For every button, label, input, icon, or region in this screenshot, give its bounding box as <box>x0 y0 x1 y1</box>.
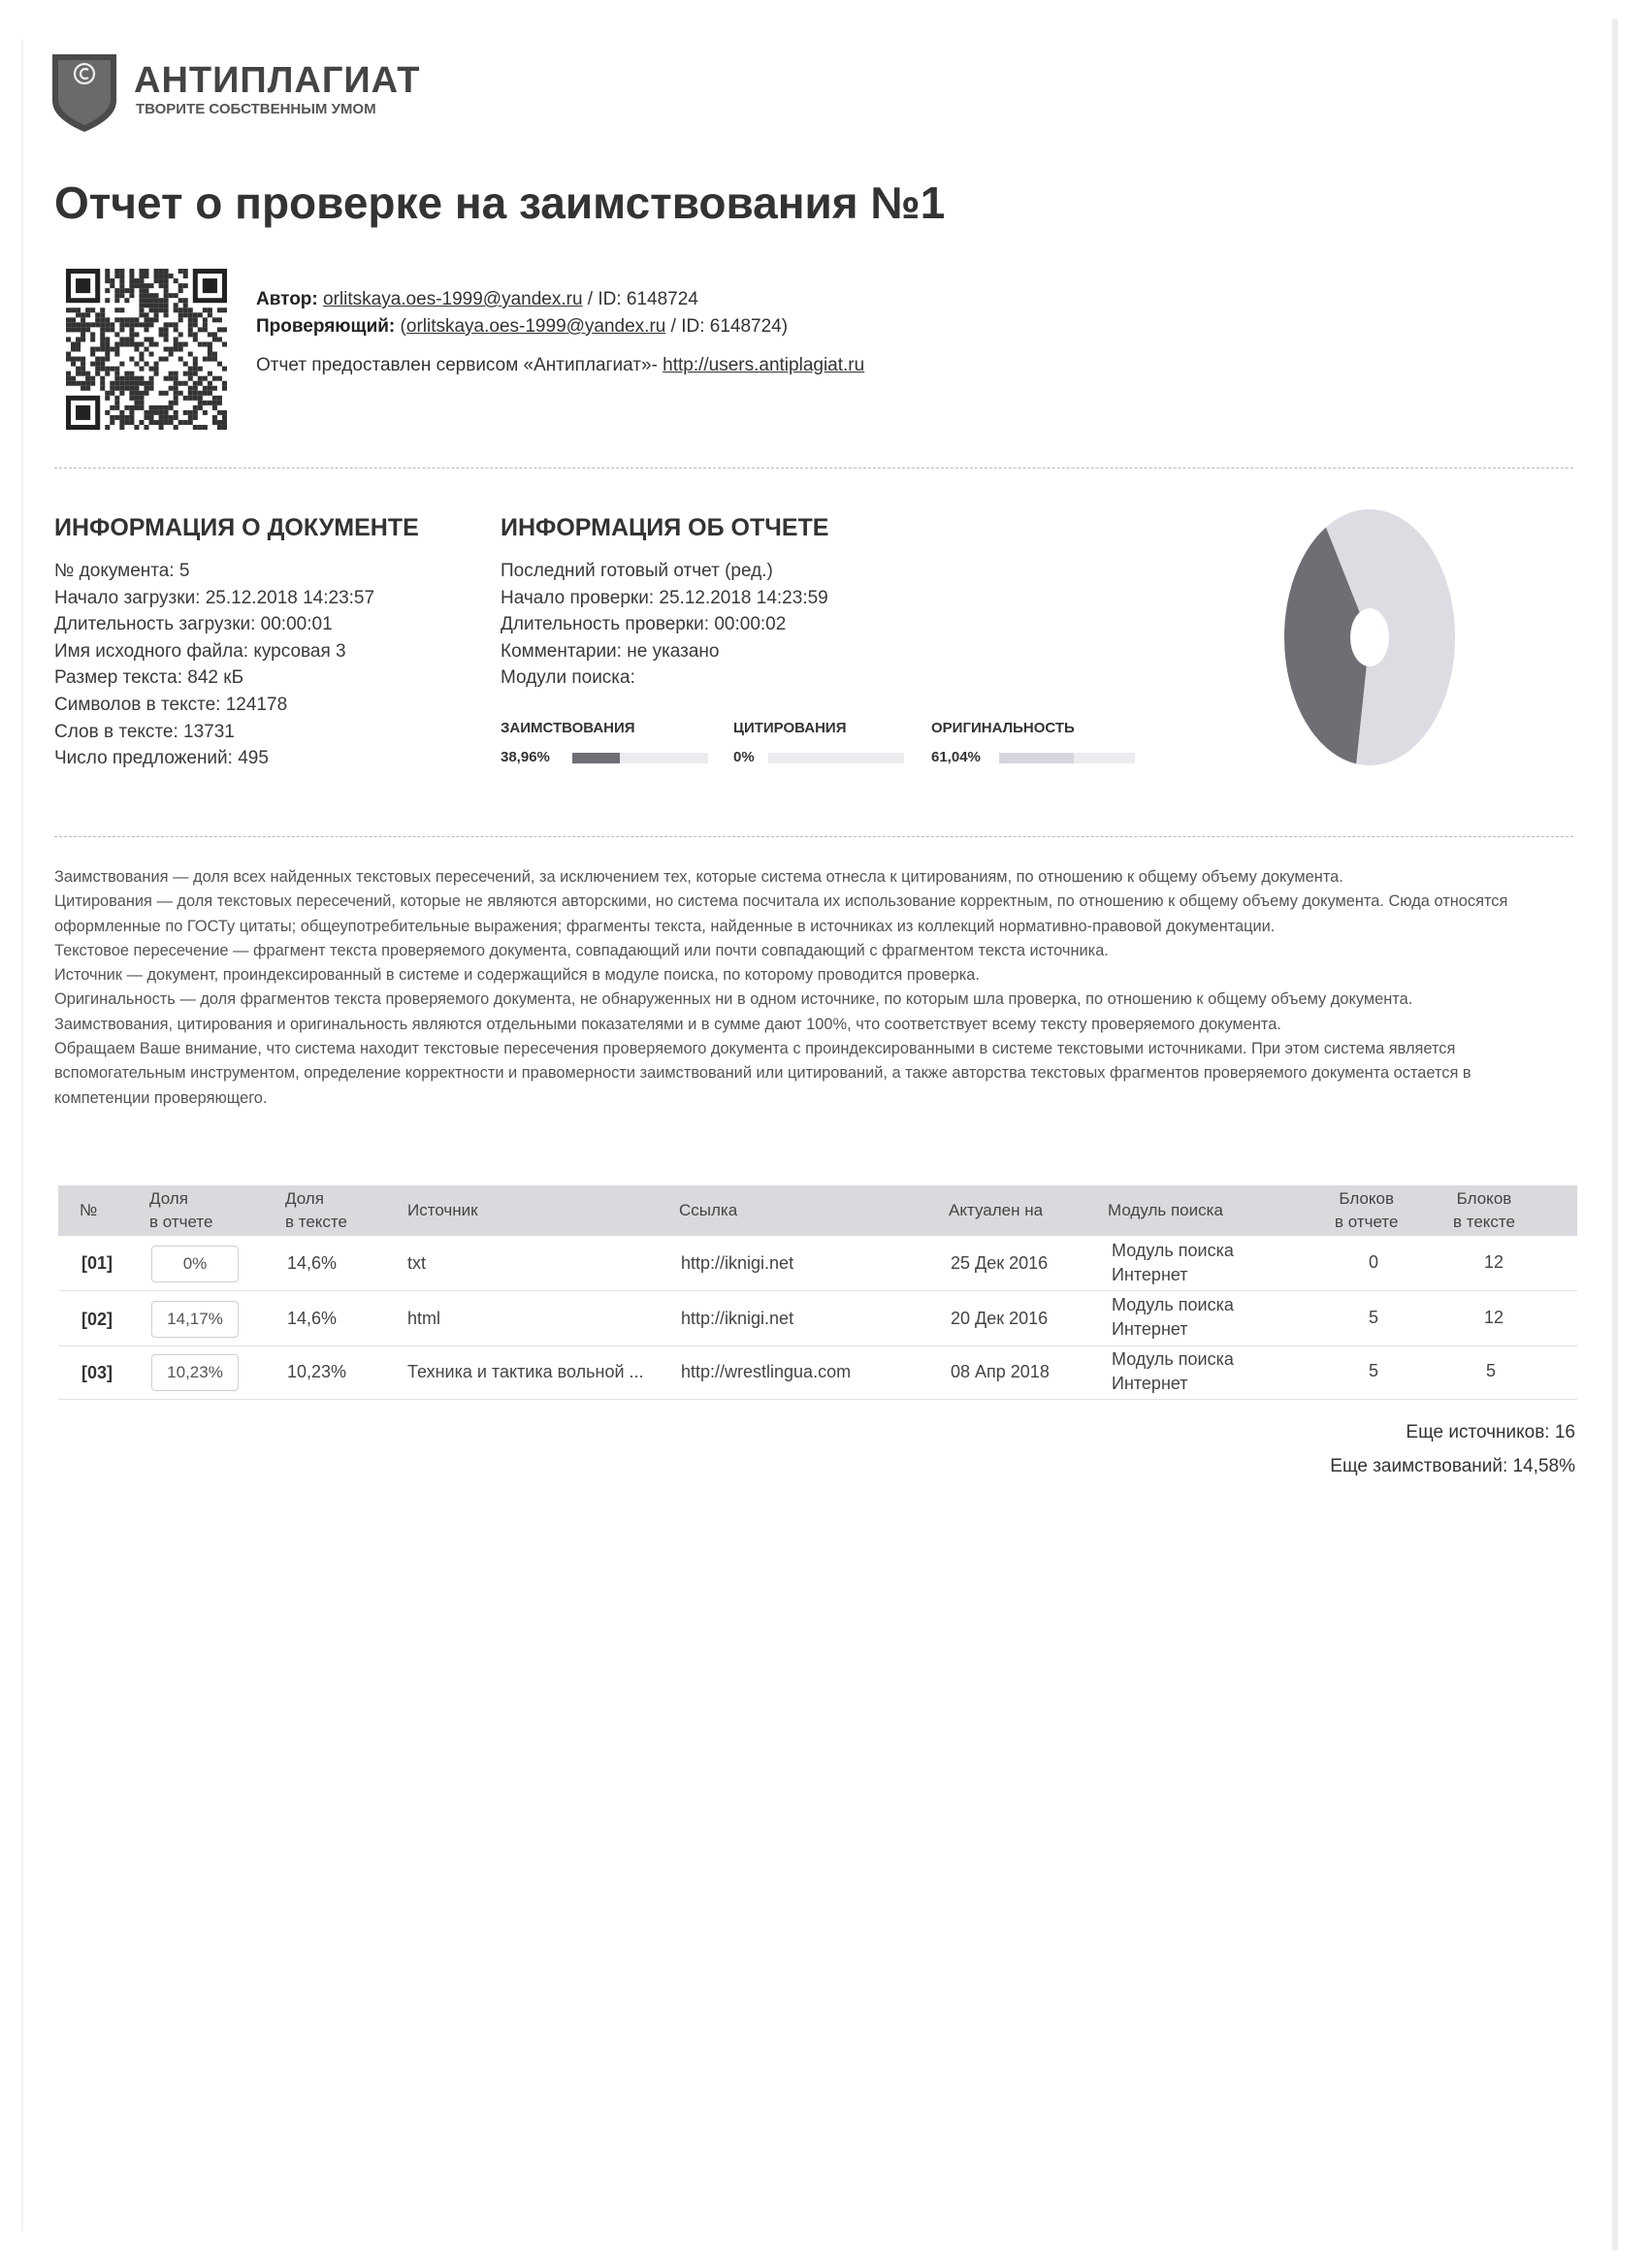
share-text: 14,6% <box>287 1253 338 1273</box>
share-report-field[interactable]: 14,17% <box>151 1301 239 1338</box>
stat-bar-borrowings <box>572 753 708 763</box>
report-info-list <box>501 558 828 692</box>
doc-info-line: Имя исходного файла: курсовая 3 <box>54 640 346 662</box>
report-info-line: Комментарии: не указано <box>501 640 720 662</box>
search-module: Модуль поиска Интернет <box>1112 1241 1234 1284</box>
qr-code <box>66 268 227 431</box>
stat-value-originality: 61,04% <box>931 749 981 765</box>
author-label: Автор: <box>256 289 318 309</box>
th-module: Модуль поиска <box>1108 1201 1223 1219</box>
share-text: 10,23% <box>287 1362 347 1381</box>
row-num: [02] <box>81 1310 113 1329</box>
stat-value-citations: 0% <box>733 749 755 765</box>
blocks-report: 5 <box>1369 1308 1379 1327</box>
checker-email-link[interactable]: orlitskaya.oes-1999@yandex.ru <box>405 316 666 337</box>
doc-info-line: Длительность загрузки: 00:00:01 <box>54 614 333 635</box>
share-report-field[interactable]: 0% <box>151 1246 239 1282</box>
stat-bar-originality <box>999 753 1135 763</box>
th-link: Ссылка <box>679 1201 738 1219</box>
checker-open: ( <box>395 316 406 337</box>
th-source: Источник <box>407 1201 478 1219</box>
doc-info-line: Начало загрузки: 25.12.2018 14:23:57 <box>54 587 375 608</box>
th-share-report: Доля в отчете <box>149 1189 213 1231</box>
stat-bar-fill-borrowings <box>572 753 620 763</box>
report-title: Отчет о проверке на заимствования №1 <box>54 178 946 228</box>
checker-id: / ID: 6148724) <box>665 316 789 337</box>
blocks-text: 12 <box>1484 1252 1504 1272</box>
definition-borrowings: Заимствования — доля всех найденных текстовых пересечений, за исключением тех, которые система отнесла к цитированиям, по отношению к общему объему документа. <box>54 868 1343 886</box>
stat-bar-fill-originality <box>999 753 1074 763</box>
actual-date: 08 Апр 2018 <box>951 1362 1050 1381</box>
doc-info-heading: ИНФОРМАЦИЯ О ДОКУМЕНТЕ <box>54 514 419 541</box>
doc-info-list <box>54 558 374 772</box>
service-text: Отчет предоставлен сервисом «Антиплагиат»- <box>256 355 663 375</box>
doc-info-line: Символов в тексте: 124178 <box>54 694 288 715</box>
pie-chart <box>1282 506 1457 768</box>
report-info-line: Длительность проверки: 00:00:02 <box>501 614 787 635</box>
service-url-link[interactable]: http://users.antiplagiat.ru <box>663 355 865 375</box>
divider <box>54 836 1573 837</box>
definition-notice: Обращаем Ваше внимание, что система находит текстовые пересечения проверяемого документа с проиндексированными в системе текстовыми источниками. При этом система является вспомогательным инструментом, определение корректности и правомерности заимствований или цитирований, а также авторства текстовых фрагментов проверяемого документа остается в компетенции проверяющего. <box>54 1040 1471 1107</box>
source-link[interactable]: http://iknigi.net <box>681 1309 794 1328</box>
table-header <box>58 1185 1577 1236</box>
definition-originality: Оригинальность — доля фрагментов текста проверяемого документа, не обнаруженных ни в одном источнике, по которым шла проверка, по отношению к общему объему документа. <box>54 990 1413 1009</box>
th-share-text: Доля в тексте <box>285 1189 347 1231</box>
th-actual: Актуален на <box>949 1201 1044 1219</box>
definition-total: Заимствования, цитирования и оригинальность являются отдельными показателями и в сумме дают 100%, что соответствует всему тексту проверяемого документа. <box>54 1015 1281 1033</box>
author-line <box>256 289 698 310</box>
blocks-report: 5 <box>1369 1361 1379 1380</box>
th-blocks-report: Блоков в отчете <box>1335 1189 1399 1231</box>
report-info-heading: ИНФОРМАЦИЯ ОБ ОТЧЕТЕ <box>501 514 829 541</box>
more-borrowings[interactable]: Еще заимствований: 14,58% <box>1330 1456 1575 1476</box>
stat-label-originality: ОРИГИНАЛЬНОСТЬ <box>931 720 1075 736</box>
source-link[interactable]: http://iknigi.net <box>681 1253 794 1273</box>
checker-label: Проверяющий: <box>256 316 396 337</box>
more-sources[interactable]: Еще источников: 16 <box>1406 1422 1575 1442</box>
stat-bar-citations <box>768 753 904 763</box>
stat-label-citations: ЦИТИРОВАНИЯ <box>733 720 847 736</box>
report-info-line: Начало проверки: 25.12.2018 14:23:59 <box>501 587 828 608</box>
doc-info-line: Размер текста: 842 кБ <box>54 667 244 689</box>
checker-line <box>256 316 788 338</box>
doc-info-line: Слов в тексте: 13731 <box>54 721 235 742</box>
divider <box>54 468 1573 469</box>
row-num: [01] <box>81 1253 113 1273</box>
th-blocks-text: Блоков в тексте <box>1453 1189 1515 1231</box>
author-email-link[interactable]: orlitskaya.oes-1999@yandex.ru <box>323 289 583 309</box>
actual-date: 20 Дек 2016 <box>951 1309 1049 1328</box>
search-module: Модуль поиска Интернет <box>1112 1295 1234 1339</box>
antiplagiat-logo-shield <box>50 50 118 134</box>
definition-text-intersection: Текстовое пересечение — фрагмент текста проверяемого документа, совпадающий или почти совпадающий с фрагментом текста источника. <box>54 941 1109 959</box>
stat-label-borrowings: ЗАИМСТВОВАНИЯ <box>501 720 635 736</box>
definition-source: Источник — документ, проиндексированный в системе и содержащийся в модуле поиска, по которому проводится проверка. <box>54 966 980 985</box>
source-name[interactable]: Техника и тактика вольной ... <box>407 1362 644 1381</box>
search-module: Модуль поиска Интернет <box>1112 1349 1234 1393</box>
row-divider <box>58 1345 1577 1346</box>
source-name[interactable]: txt <box>407 1253 427 1273</box>
report-info-line: Модули поиска: <box>501 667 635 689</box>
row-divider <box>58 1399 1577 1400</box>
row-divider <box>58 1290 1577 1291</box>
share-text: 14,6% <box>287 1309 338 1328</box>
stat-value-borrowings: 38,96% <box>501 749 550 765</box>
author-id: / ID: 6148724 <box>582 289 698 309</box>
definition-citations: Цитирования — доля текстовых пересечений, которые не являются авторскими, но система посчитала их использование корректным, по отношению к общему объему документа. Сюда относятся оформленные по ГОСТу цитаты; общеупотребительные выражения; фрагменты текста, найденные в источниках из коллекций нормативно-правовой документации. <box>54 892 1508 935</box>
blocks-text: 12 <box>1484 1308 1504 1327</box>
source-link[interactable]: http://wrestlingua.com <box>681 1362 852 1381</box>
blocks-report: 0 <box>1369 1252 1379 1272</box>
row-num: [03] <box>81 1363 113 1382</box>
pie-hole <box>1350 608 1389 666</box>
definitions <box>54 865 1568 1111</box>
doc-info-line: Число предложений: 495 <box>54 748 269 769</box>
logo-name: АНТИПЛАГИАТ <box>134 60 421 101</box>
doc-info-line: № документа: 5 <box>54 561 190 581</box>
blocks-text: 5 <box>1486 1361 1497 1380</box>
share-report-field[interactable]: 10,23% <box>151 1354 239 1391</box>
logo-tagline: ТВОРИТЕ СОБСТВЕННЫМ УМОМ <box>136 101 376 117</box>
th-num: № <box>80 1201 98 1219</box>
actual-date: 25 Дек 2016 <box>951 1253 1049 1273</box>
source-name[interactable]: html <box>407 1309 441 1328</box>
report-info-line: Последний готовый отчет (ред.) <box>501 561 773 581</box>
service-line <box>256 355 864 376</box>
